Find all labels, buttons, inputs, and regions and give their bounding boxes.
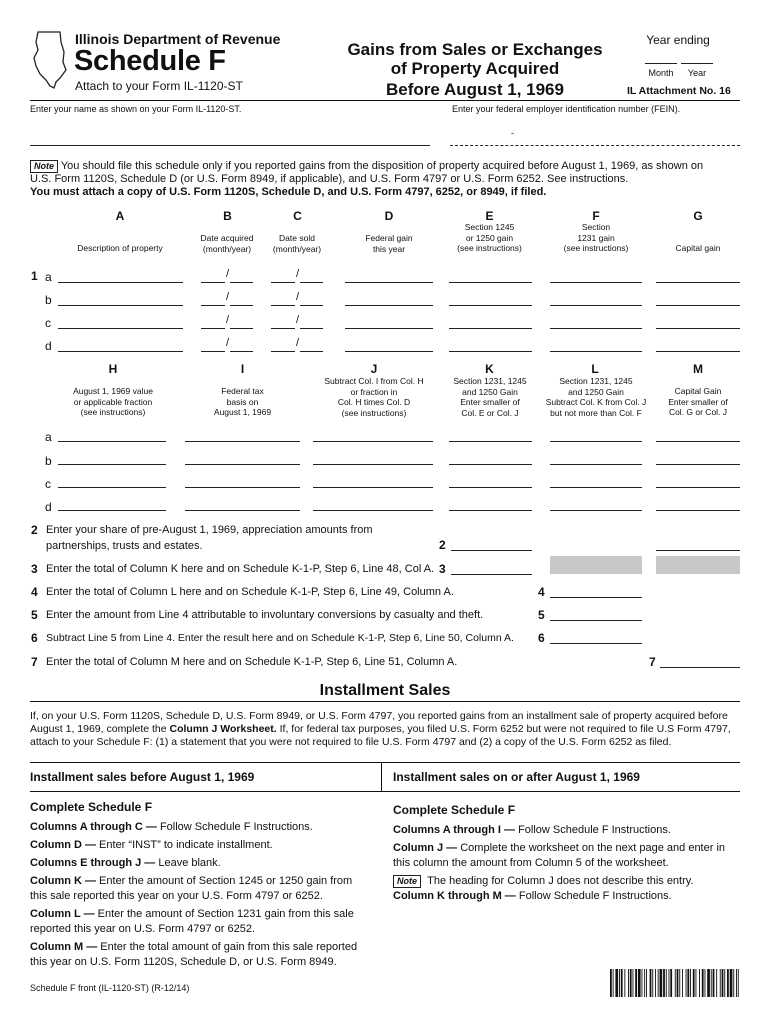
year-field[interactable] (681, 63, 713, 64)
date-sold-month-field[interactable] (271, 282, 295, 283)
illinois-map-icon (30, 30, 70, 90)
barcode-bar (610, 969, 612, 997)
barcode-bar (669, 969, 670, 997)
barcode-bar (682, 969, 683, 997)
barcode-bar (621, 969, 623, 997)
columns-a-i-label: Columns A through I — (393, 824, 516, 836)
date-slash: / (296, 314, 300, 326)
left-installment-heading: Installment sales before August 1, 1969 (30, 770, 255, 784)
date-acquired-year-field[interactable] (230, 328, 253, 329)
barcode-bar (711, 969, 712, 997)
tax-basis-field[interactable] (185, 510, 300, 511)
row-c-label: c (45, 477, 51, 491)
right-instructions (393, 803, 741, 904)
federal-gain-field[interactable] (345, 351, 433, 352)
column-k-text: Enter the amount of Section 1245 or 1250 gain from (96, 875, 353, 887)
note-icon: Note (30, 160, 58, 173)
row-d-label: d (45, 339, 52, 353)
barcode-bar (727, 969, 729, 997)
barcode-bar (720, 969, 721, 997)
col-k-field[interactable] (449, 510, 532, 511)
note-icon: Note (393, 875, 421, 888)
barcode-bar (635, 969, 637, 997)
barcode-bar (652, 969, 653, 997)
barcode-bar (713, 969, 715, 997)
federal-gain-field[interactable] (345, 282, 433, 283)
col-i-desc: Federal tax basis on August 1, 1969 (213, 386, 272, 417)
column-l-label: Column L — (30, 908, 95, 920)
installment-rule-top (30, 701, 740, 702)
barcode-bar (693, 969, 695, 997)
barcode-bar (628, 969, 629, 997)
installment-rule-bottom (30, 791, 740, 792)
header-rule (30, 100, 740, 101)
section-1245-field[interactable] (449, 328, 532, 329)
barcode-bar (615, 969, 618, 997)
column-k-label: Column K — (30, 875, 96, 887)
right-complete-heading: Complete Schedule F (393, 803, 516, 817)
barcode-bar (679, 969, 680, 997)
barcode (610, 969, 740, 997)
date-slash: / (226, 291, 230, 303)
installment-intro (30, 710, 742, 749)
section-1245-field[interactable] (449, 351, 532, 352)
col-h-letter: H (108, 362, 118, 376)
column-m-text-2: this year on U.S. Form 1120S, Schedule D, or U.S. Form 8949. (30, 956, 337, 968)
fein-label: Enter your federal employer identification number (FEIN). (452, 104, 681, 114)
row-a-label: a (45, 430, 52, 444)
col-a-letter: A (115, 209, 125, 223)
line-4-ref: 4 (538, 585, 545, 599)
col-j-field[interactable] (313, 441, 433, 442)
col-f-desc: Section 1231 gain (see instructions) (563, 222, 629, 253)
form-subtitle-1: Gains from Sales or Exchanges (347, 40, 603, 59)
column-m-text: Enter the total amount of gain from this sale reported (97, 941, 358, 953)
line-4-text: Enter the total of Column L here and on Schedule K-1-P, Step 6, Line 49, Column A. (46, 586, 454, 598)
col-l-field[interactable] (550, 441, 642, 442)
col-k-letter: K (485, 362, 494, 376)
line-4-number: 4 (31, 585, 38, 599)
capital-gain-field[interactable] (656, 328, 740, 329)
value-1969-field[interactable] (58, 487, 166, 488)
col-j-field[interactable] (313, 464, 433, 465)
barcode-bar (646, 969, 647, 997)
date-acquired-month-field[interactable] (201, 328, 225, 329)
barcode-bar (705, 969, 706, 997)
date-acquired-year-field[interactable] (230, 351, 253, 352)
barcode-bar (658, 969, 659, 997)
capital-gain-field[interactable] (656, 282, 740, 283)
col-j-field[interactable] (313, 487, 433, 488)
installment-rule-mid (30, 762, 740, 763)
column-d-text: Enter “INST” to indicate installment. (96, 839, 273, 851)
agency-name: Illinois Department of Revenue (75, 31, 281, 47)
col-g-desc: Capital gain (675, 243, 721, 253)
line-2-text-1: Enter your share of pre-August 1, 1969, appreciation amounts from (46, 524, 373, 536)
row-a-label: a (45, 270, 52, 284)
installment-intro-2c: If, for federal tax purposes, you filed U.S. Form 6252 but were not required to file U.S Form 4797, (276, 723, 731, 735)
barcode-bar (638, 969, 641, 997)
section-1245-field[interactable] (449, 305, 532, 306)
description-field[interactable] (58, 305, 183, 306)
barcode-bar (690, 969, 691, 997)
col-c-desc: Date sold (month/year) (272, 233, 322, 254)
col-m-desc: Capital Gain Enter smaller of Col. G or Col. J (668, 386, 728, 417)
date-sold-year-field[interactable] (300, 351, 323, 352)
col-h-desc: August 1, 1969 value or applicable fraction (see instructions) (73, 386, 153, 417)
tax-basis-field[interactable] (185, 487, 300, 488)
barcode-bar (619, 969, 620, 997)
date-sold-month-field[interactable] (271, 328, 295, 329)
line-2-col-m-field[interactable] (656, 550, 740, 551)
barcode-bar (624, 969, 625, 997)
description-field[interactable] (58, 282, 183, 283)
column-l-text-2: reported this year on U.S. Form 4797 or 6252. (30, 923, 256, 935)
date-sold-year-field[interactable] (300, 328, 323, 329)
col-m-field[interactable] (656, 441, 740, 442)
columns-e-j-label: Columns E through J — (30, 857, 156, 869)
date-acquired-year-field[interactable] (230, 305, 253, 306)
date-sold-year-field[interactable] (300, 282, 323, 283)
line-3-field[interactable] (451, 574, 532, 575)
barcode-bar (660, 969, 663, 997)
tax-basis-field[interactable] (185, 441, 300, 442)
attach-to-text: Attach to your Form IL-1120-ST (75, 79, 243, 93)
barcode-bar (707, 969, 710, 997)
row-b-label: b (45, 293, 52, 307)
line-5-ref: 5 (538, 608, 545, 622)
line-7-text: Enter the total of Column M here and on Schedule K-1-P, Step 6, Line 51, Column A. (46, 656, 458, 668)
line-2-ref: 2 (439, 538, 446, 552)
barcode-bar (699, 969, 700, 997)
columns-a-c-text: Follow Schedule F Instructions. (156, 821, 313, 833)
date-acquired-month-field[interactable] (201, 282, 225, 283)
barcode-bar (724, 969, 725, 997)
col-l-desc: Section 1231, 1245 and 1250 Gain Subtract Col. K from Col. J but not more than Col. F (545, 376, 647, 418)
line-2-number: 2 (31, 523, 38, 537)
date-sold-month-field[interactable] (271, 305, 295, 306)
date-slash: / (296, 337, 300, 349)
line-4-field[interactable] (550, 597, 642, 598)
barcode-bar (642, 969, 643, 997)
federal-gain-field[interactable] (345, 328, 433, 329)
description-field[interactable] (58, 328, 183, 329)
section-1245-field[interactable] (449, 282, 532, 283)
columns-k-m-text: Follow Schedule F Instructions. (515, 890, 672, 902)
barcode-bar (613, 969, 614, 997)
line-5-field[interactable] (550, 620, 642, 621)
left-instructions (30, 800, 378, 970)
installment-heading: Installment Sales (319, 682, 451, 699)
barcode-bar (730, 969, 733, 997)
col-a-desc: Description of property (77, 243, 163, 253)
capital-gain-field[interactable] (656, 305, 740, 306)
barcode-bar (687, 969, 689, 997)
barcode-bar (736, 969, 737, 997)
date-acquired-month-field[interactable] (201, 305, 225, 306)
barcode-bar (722, 969, 724, 997)
col-f-letter: F (592, 209, 600, 223)
row-c-label: c (45, 316, 51, 330)
col-k-field[interactable] (449, 441, 532, 442)
col-j-field[interactable] (313, 510, 433, 511)
barcode-bar (686, 969, 687, 997)
federal-gain-field[interactable] (345, 305, 433, 306)
section-1231-field[interactable] (550, 351, 642, 352)
installment-intro-3: attach to your Schedule F: (1) a statement that you were not required to file U.S. Form 4797 and (2) a copy of the U.S. Form 6252 as filed. (30, 736, 672, 748)
line-6-field[interactable] (550, 643, 642, 644)
note-line-1: You should file this schedule only if you reported gains from the disposition of property acquired before August 1, 1969, as shown on (60, 160, 704, 172)
col-m-field[interactable] (656, 510, 740, 511)
col-l-field[interactable] (550, 510, 642, 511)
description-field[interactable] (58, 351, 183, 352)
line-6-text: Subtract Line 5 from Line 4. Enter the result here and on Schedule K-1-P, Step 6, Line 50, Column A. (46, 632, 514, 644)
col-d-desc: Federal gain this year (365, 233, 413, 254)
columns-k-m-label: Column K through M — (393, 890, 516, 902)
col-l-letter: L (591, 362, 599, 376)
line-1-number: 1 (31, 269, 38, 283)
row-b-label: b (45, 454, 52, 468)
barcode-bar (696, 969, 697, 997)
col-c-letter: C (293, 209, 302, 223)
form-subtitle-3: Before August 1, 1969 (386, 80, 564, 99)
column-j-label: Column J — (393, 842, 458, 854)
section-1231-field[interactable] (550, 282, 642, 283)
note-block (30, 160, 745, 199)
col-l-field[interactable] (550, 487, 642, 488)
barcode-bar (633, 969, 634, 997)
col-e-letter: E (485, 209, 494, 223)
column-j-text: Complete the worksheet on the next page and enter in (457, 842, 726, 854)
line-7-ref: 7 (649, 655, 656, 669)
section-1231-field[interactable] (550, 305, 642, 306)
name-field[interactable] (30, 145, 430, 146)
column-j-worksheet: Column J Worksheet. (169, 723, 277, 735)
barcode-bar (675, 969, 676, 997)
line-7-number: 7 (31, 655, 38, 669)
form-subtitle-2: of Property Acquired (390, 59, 560, 78)
barcode-bar (650, 969, 652, 997)
value-1969-field[interactable] (58, 464, 166, 465)
date-acquired-year-field[interactable] (230, 282, 253, 283)
col-k-field[interactable] (449, 487, 532, 488)
column-j-note-text: The heading for Column J does not describe this entry. (427, 875, 694, 887)
barcode-bar (733, 969, 734, 997)
row-d-label: d (45, 500, 52, 514)
tax-basis-field[interactable] (185, 464, 300, 465)
column-d-label: Column D — (30, 839, 96, 851)
section-1231-field[interactable] (550, 328, 642, 329)
column-j-text-2: this column the amount from Column 5 of the worksheet. (393, 857, 669, 869)
barcode-bar (738, 969, 739, 997)
installment-divider (381, 762, 382, 792)
installment-intro-2a: August 1, 1969, complete the (30, 723, 170, 735)
barcode-bar (655, 969, 656, 997)
col-j-desc: Subtract Col. I from Col. H or fraction in Col. H times Col. D (see instructions) (324, 376, 424, 418)
attachment-number: IL Attachment No. 16 (627, 85, 731, 97)
col-d-letter: D (384, 209, 394, 223)
line-7-field[interactable] (660, 667, 740, 668)
installment-intro-1: If, on your U.S. Form 1120S, Schedule D, U.S. Form 8949, or U.S. Form 4797, you reported gains from an installment sale of property acquired before (30, 710, 728, 722)
columns-e-j-text: Leave blank. (155, 857, 221, 869)
line-3-text: Enter the total of Column K here and on Schedule K-1-P, Step 6, Line 48, Col A. (46, 563, 435, 575)
columns-a-i-text: Follow Schedule F Instructions. (515, 824, 671, 836)
line-5-number: 5 (31, 608, 38, 622)
date-slash: / (226, 337, 230, 349)
col-m-field[interactable] (656, 464, 740, 465)
col-m-letter: M (693, 362, 703, 376)
barcode-bar (666, 969, 667, 997)
form-footer-id: Schedule F front (IL-1120-ST) (R-12/14) (30, 983, 190, 993)
month-label: Month (648, 68, 674, 78)
barcode-bar (677, 969, 679, 997)
col-g-letter: G (693, 209, 703, 223)
column-m-label: Column M — (30, 941, 98, 953)
name-label: Enter your name as shown on your Form IL-1120-ST. (30, 104, 242, 114)
column-k-text-2: this sale reported this year on your U.S. Form 4797 or 6252. (30, 890, 323, 902)
barcode-bar (630, 969, 632, 997)
capital-gain-field[interactable] (656, 351, 740, 352)
barcode-bar (716, 969, 717, 997)
shaded-cell (656, 556, 740, 574)
line-2-field[interactable] (451, 550, 532, 551)
barcode-bar (663, 969, 665, 997)
col-j-letter: J (370, 362, 378, 376)
fein-dash: - (511, 128, 514, 138)
col-e-desc: Section 1245 or 1250 gain (see instructions) (457, 222, 522, 253)
col-l-field[interactable] (550, 464, 642, 465)
year-ending-label: Year ending (646, 33, 710, 47)
line-2-text-2: partnerships, trusts and estates. (46, 540, 203, 552)
right-installment-heading: Installment sales on or after August 1, 1969 (393, 770, 640, 784)
col-b-desc: Date acquired (month/year) (200, 233, 254, 254)
note-line-3: You must attach a copy of U.S. Form 1120S, Schedule D, and U.S. Form 4797, 6252, or 8949, if filed. (30, 186, 547, 198)
col-k-field[interactable] (449, 464, 532, 465)
value-1969-field[interactable] (58, 510, 166, 511)
left-complete-heading: Complete Schedule F (30, 800, 153, 814)
col-b-letter: B (223, 209, 232, 223)
date-slash: / (296, 268, 300, 280)
date-acquired-month-field[interactable] (201, 351, 225, 352)
year-label: Year (687, 68, 707, 78)
line-6-number: 6 (31, 631, 38, 645)
line-5-text: Enter the amount from Line 4 attributable to involuntary conversions by casualty and theft. (46, 609, 484, 621)
shaded-cell (550, 556, 642, 574)
col-i-letter: I (240, 362, 245, 376)
line-3-number: 3 (31, 562, 38, 576)
line-3-ref: 3 (439, 562, 446, 576)
barcode-bar (702, 969, 704, 997)
col-k-desc: Section 1231, 1245 and 1250 Gain Enter smaller of Col. E or Col. J (453, 376, 527, 418)
line-6-ref: 6 (538, 631, 545, 645)
form-title: Schedule F (74, 45, 226, 77)
date-slash: / (226, 314, 230, 326)
barcode-bar (670, 969, 672, 997)
column-l-text: Enter the amount of Section 1231 gain from this sale (94, 908, 354, 920)
col-m-field[interactable] (656, 487, 740, 488)
columns-a-c-label: Columns A through C — (30, 821, 157, 833)
note-line-2: U.S. Form 1120S, Schedule D (or U.S. Form 8949, if applicable), and U.S. Form 4797 or U.S. Form 6252. See instructions. (30, 173, 629, 185)
date-sold-month-field[interactable] (271, 351, 295, 352)
value-1969-field[interactable] (58, 441, 166, 442)
fein-field[interactable] (450, 145, 740, 146)
date-slash: / (296, 291, 300, 303)
date-slash: / (226, 268, 230, 280)
month-field[interactable] (645, 63, 677, 64)
date-sold-year-field[interactable] (300, 305, 323, 306)
barcode-bar (644, 969, 645, 997)
